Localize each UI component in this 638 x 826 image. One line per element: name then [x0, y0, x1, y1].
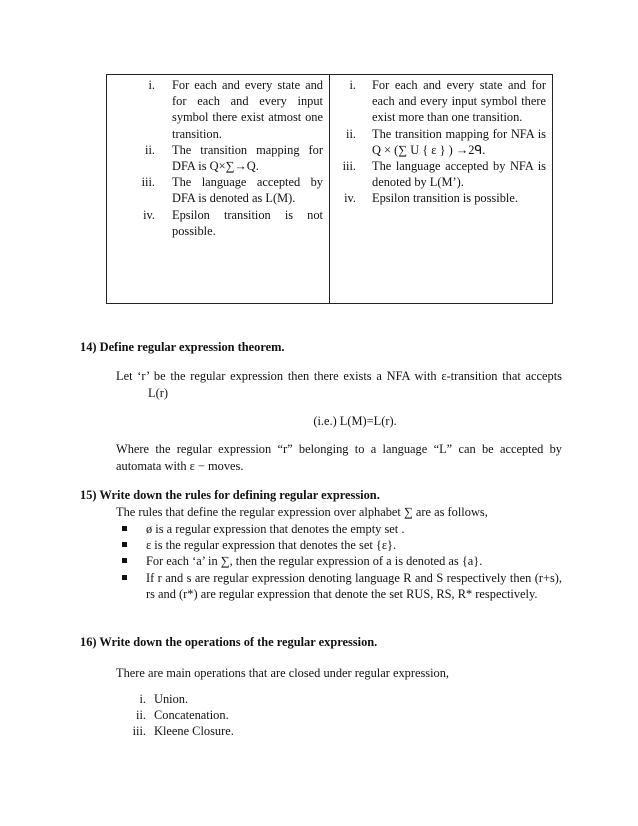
row-text: The transition mapping for DFA is Q×∑→Q.: [172, 142, 323, 174]
list-item: For each ‘a’ in ∑, then the regular expression of a is denoted as {a}.: [120, 553, 562, 569]
row-text: The language accepted by NFA is denoted by L(M’).: [372, 159, 546, 190]
q14-paragraph-1-line-2: L(r): [148, 386, 168, 400]
bullet-icon: [122, 575, 127, 580]
list-item: i. Union.: [139, 692, 189, 706]
row-text: Epsilon transition is not possible.: [172, 207, 323, 238]
dfa-nfa-comparison-table: [106, 74, 553, 304]
bullet-icon: [122, 526, 127, 531]
table-row: [113, 207, 323, 239]
q16-intro: There are main operations that are closed under regular expression,: [116, 666, 450, 680]
row-number: ii.: [346, 126, 356, 141]
table-row: [113, 142, 323, 174]
nfa-column: [330, 75, 552, 303]
list-item: If r and s are regular expression denoting language R and S respectively then (r+s), rs and (r*) are regular expression that denote the set RUS, RS, R* respectively.: [120, 570, 562, 602]
dfa-column: [107, 75, 330, 303]
row-number: iii.: [141, 175, 155, 190]
row-number: iv.: [344, 191, 356, 206]
row-text: The language accepted by DFA is denoted as L(M).: [172, 175, 323, 206]
rules-bullet-list: [120, 521, 562, 602]
table-row: [336, 158, 546, 190]
row-number: iv.: [143, 207, 155, 222]
operations-list: [120, 691, 234, 740]
question-15-heading: 15) Write down the rules for defining regular expression.: [80, 488, 380, 502]
list-item: ii. Concatenation.: [136, 708, 229, 723]
table-row: [113, 77, 323, 142]
row-number: i.: [148, 78, 155, 92]
q15-intro: The rules that define the regular expression over alphabet ∑ are as follows,: [116, 505, 488, 519]
q14-paragraph-1-line-1: Let ‘r’ be the regular expression then there exists a NFA with ε-transition that accepts: [116, 369, 562, 383]
list-item: iii. Kleene Closure.: [132, 724, 234, 739]
q14-paragraph-2-line-1: Where the regular expression “r” belonging to a language “L” can be accepted by: [116, 442, 562, 456]
table-row: [113, 174, 323, 206]
question-14-heading: 14) Define regular expression theorem.: [80, 340, 285, 354]
table-row: [336, 77, 546, 126]
row-text: The transition mapping for NFA is Q × (∑ U { ε } ) →2ᑫ.: [372, 126, 546, 157]
table-row: [336, 190, 546, 206]
question-16-heading: 16) Write down the operations of the regular expression.: [80, 635, 378, 649]
list-item: ε is the regular expression that denotes the set {ε}.: [120, 537, 562, 553]
list-item: ø is a regular expression that denotes the empty set .: [120, 521, 562, 537]
row-text: For each and every state and for each and every input symbol there exist more than one transition.: [372, 78, 546, 125]
row-number: iii.: [342, 159, 356, 174]
row-text: Epsilon transition is possible.: [372, 191, 518, 206]
row-number: ii.: [145, 142, 155, 157]
bullet-icon: [122, 542, 127, 547]
q14-paragraph-2-line-2: automata with ε − moves.: [116, 459, 244, 473]
bullet-icon: [122, 558, 127, 563]
table-row: [336, 126, 546, 158]
row-number: i.: [349, 78, 356, 92]
row-text: For each and every state and for each and every input symbol there exist atmost one transition.: [172, 78, 323, 141]
q14-centered-equation: (i.e.) L(M)=L(r).: [313, 414, 397, 428]
